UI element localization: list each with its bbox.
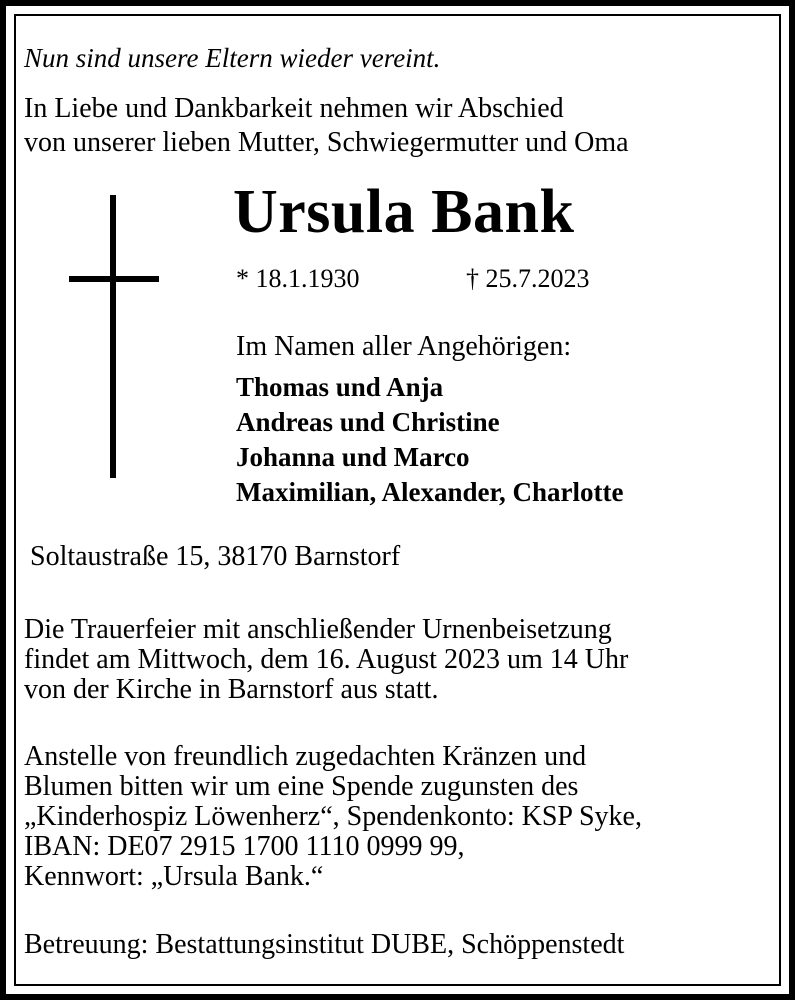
- intro-line: von unserer lieben Mutter, Schwiegermutter und Oma: [24, 127, 629, 158]
- mourner-name: Thomas und Anja: [236, 372, 444, 402]
- donation-line: IBAN: DE07 2915 1700 1110 0999 99,: [24, 831, 465, 862]
- donation-line: Anstelle von freundlich zugedachten Kränzen und: [24, 741, 587, 772]
- intro-text: [24, 92, 629, 160]
- donation-text: [24, 742, 642, 892]
- address-text: Soltaustraße 15, 38170 Barnstorf: [30, 541, 401, 572]
- deceased-name: Ursula Bank: [233, 178, 575, 246]
- donation-line: Kennwort: „Ursula Bank.“: [24, 861, 324, 892]
- intro-line: In Liebe und Dankbarkeit nehmen wir Abschied: [24, 93, 564, 124]
- cross-vertical-bar: [110, 195, 116, 478]
- ceremony-text: [24, 615, 628, 705]
- ceremony-line: von der Kirche in Barnstorf aus statt.: [24, 674, 439, 705]
- donation-line: Blumen bitten wir um eine Spende zugunsten des: [24, 771, 579, 802]
- death-date: † 25.7.2023: [466, 264, 590, 293]
- mourner-name: Andreas und Christine: [236, 407, 500, 437]
- ceremony-line: findet am Mittwoch, dem 16. August 2023 um 14 Uhr: [24, 644, 629, 675]
- mourners-list: [236, 370, 623, 510]
- donation-line: „Kinderhospiz Löwenherz“, Spendenkonto: KSP Syke,: [24, 801, 642, 832]
- mourner-name: Maximilian, Alexander, Charlotte: [236, 477, 624, 507]
- mourner-name: Johanna und Marco: [236, 442, 470, 472]
- motto-text: Nun sind unsere Eltern wieder vereint.: [24, 43, 441, 73]
- cross-horizontal-bar: [69, 276, 159, 282]
- mourners-label: Im Namen aller Angehörigen:: [236, 331, 572, 362]
- birth-date: * 18.1.1930: [236, 264, 360, 293]
- ceremony-line: Die Trauerfeier mit anschließender Urnenbeisetzung: [24, 614, 612, 645]
- undertaker-text: Betreuung: Bestattungsinstitut DUBE, Schöppenstedt: [24, 929, 625, 960]
